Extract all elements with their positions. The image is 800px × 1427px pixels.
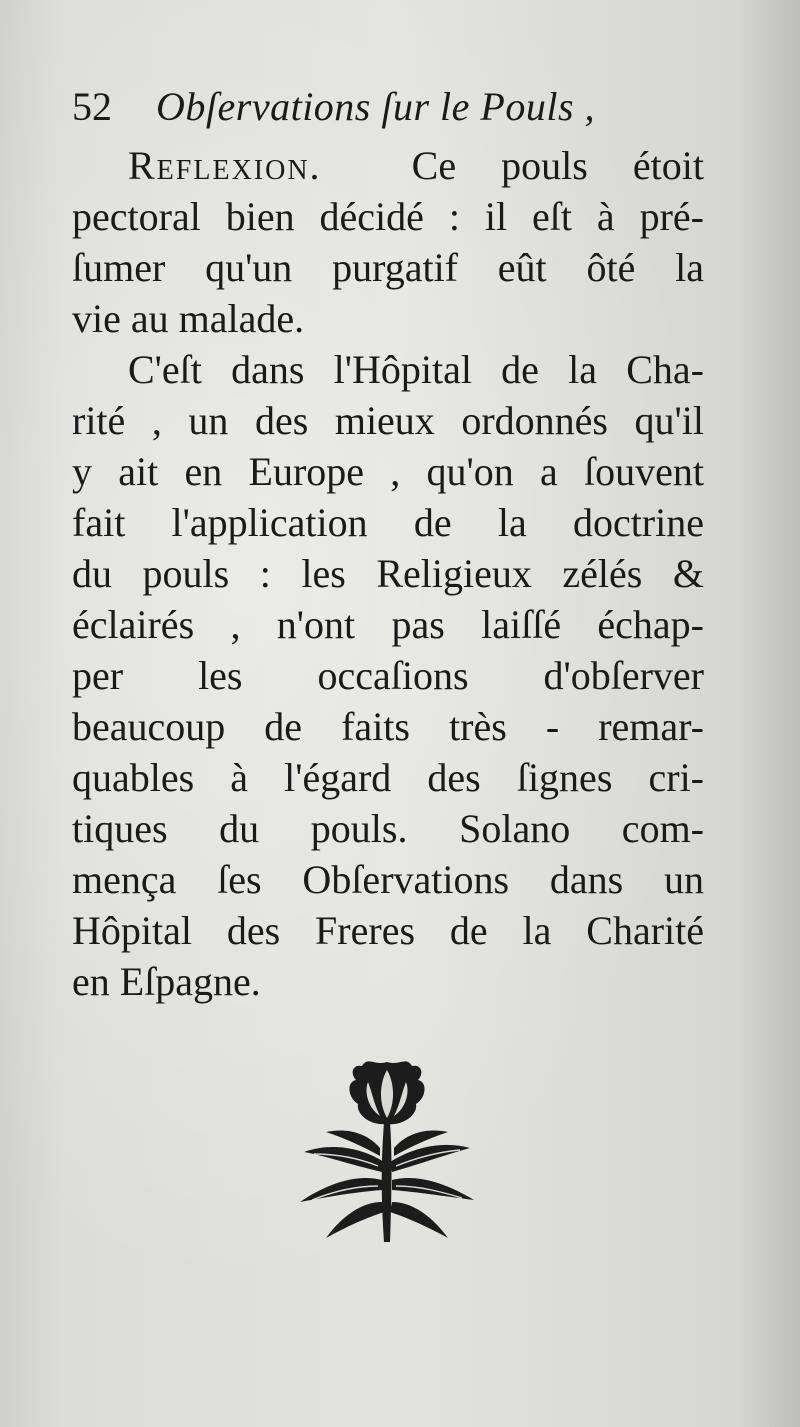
paragraph-2-line: Hôpital des Freres de la Charité: [72, 908, 704, 953]
paragraph-1-line: vie au malade.: [72, 296, 305, 341]
paragraph-2-line: y ait en Europe , qu'on a ſouvent: [72, 449, 704, 494]
running-title: Obſervations ſur le Pouls ,: [156, 84, 596, 129]
body-text: [72, 140, 704, 1007]
paragraph-2-line: du pouls : les Religieux zélés &: [72, 551, 704, 596]
paragraph-1-line: pectoral bien décidé : il eſt à pré-: [72, 194, 704, 239]
paragraph-2-line: en Eſpagne.: [72, 959, 261, 1004]
page-header: [72, 82, 712, 132]
fleuron-floral-ornament-icon: [292, 1052, 482, 1252]
paragraph-2-line: quables à l'égard des ſignes cri-: [72, 755, 704, 800]
paragraph-2-line: mença ſes Obſervations dans un: [72, 857, 704, 902]
paragraph-2-line: beaucoup de faits très - remar-: [72, 704, 704, 749]
page-number: 52: [72, 84, 112, 129]
paragraph-2-line: rité , un des mieux ordonnés qu'il: [72, 398, 704, 443]
paragraph-2-line: fait l'application de la doctrine: [72, 500, 704, 545]
paragraph-2-line: tiques du pouls. Solano com-: [72, 806, 704, 851]
reflexion-heading: Reflexion.: [128, 143, 322, 188]
paragraph-1-line: ſumer qu'un purgatif eût ôté la: [72, 245, 704, 290]
paragraph-2-line: éclairés , n'ont pas laiſſé échap-: [72, 602, 704, 647]
paragraph-2-line: C'eſt dans l'Hôpital de la Cha-: [128, 347, 704, 392]
paragraph-1-line: Reflexion. Ce pouls étoit: [128, 143, 704, 188]
paragraph-2-line: per les occaſions d'obſerver: [72, 653, 704, 698]
